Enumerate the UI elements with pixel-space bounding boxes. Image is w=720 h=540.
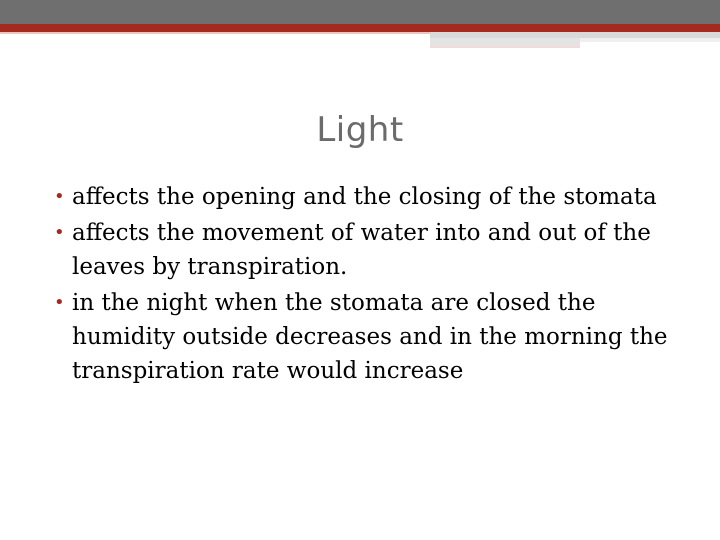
bullet-item [52,216,672,284]
header-step-decoration-3 [580,38,720,42]
header-band [0,0,720,24]
bullet-icon: • [54,292,65,313]
bullet-text: affects the movement of water into and out of the leaves by transpiration. [72,220,651,280]
bullet-text: in the night when the stomata are closed the humidity outside decreases and in the morning the transpiration rate would increase [72,290,668,384]
header-divider-line [0,32,430,34]
bullet-text: affects the opening and the closing of the stomata [72,184,657,210]
bullet-icon: • [54,222,65,243]
bullet-item [52,286,672,388]
header-thin-line [430,46,580,48]
bullet-item [52,180,672,214]
bullet-list [52,180,672,390]
bullet-icon: • [54,186,65,207]
slide-title: Light [316,110,404,150]
header-step-decoration-2 [430,38,580,46]
header-accent-stripe [0,24,720,32]
